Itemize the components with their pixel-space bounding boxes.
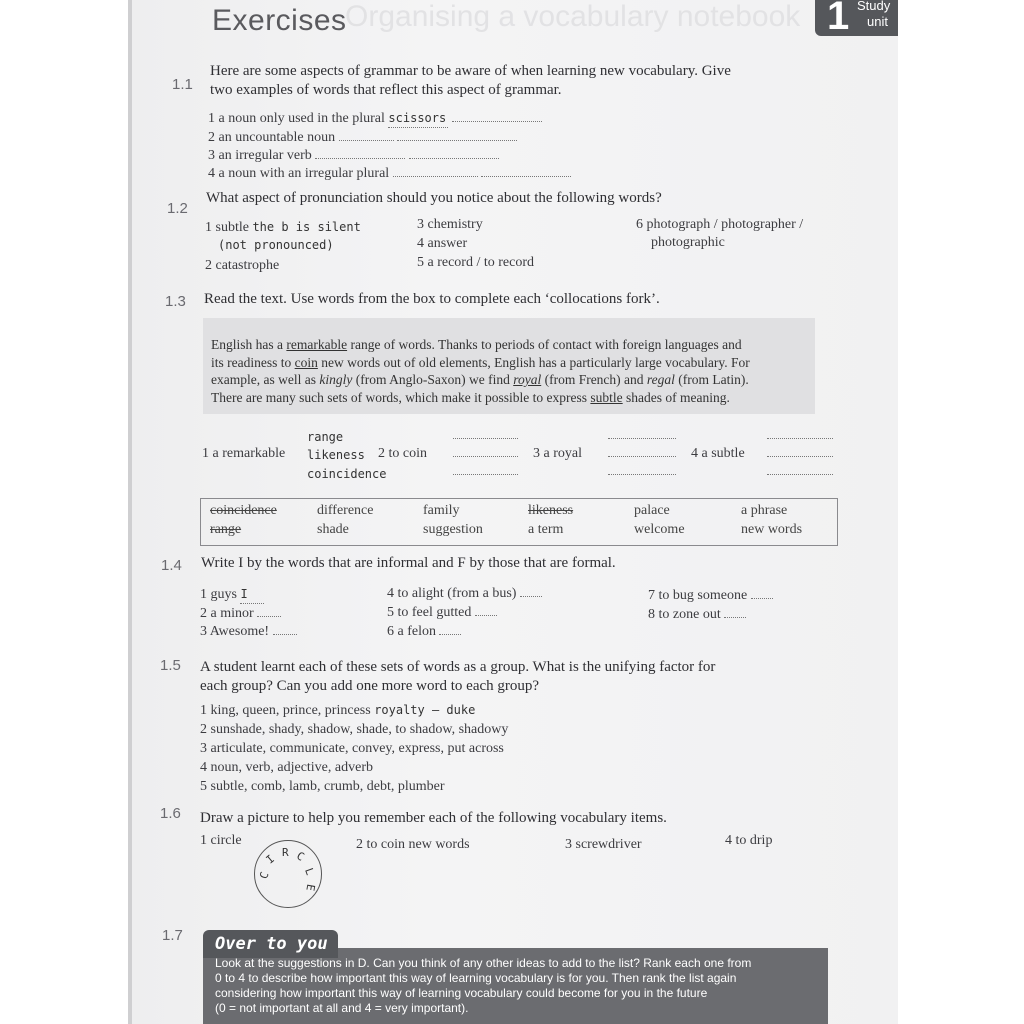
sketch-letter: L: [302, 866, 317, 877]
handwritten-answer: coincidence: [307, 467, 387, 481]
page-margin-white: [898, 0, 1024, 1024]
exercise-1-3-prompt: Read the text. Use words from the box to complete each ‘collocations fork’.: [204, 291, 660, 307]
fork-blank[interactable]: [767, 464, 833, 480]
sketch-letter: C: [294, 849, 307, 864]
exercise-1-4-item-3: 3 Awesome!: [200, 624, 297, 640]
unit-tab: [815, 0, 898, 36]
answer-blank[interactable]: [520, 596, 542, 597]
reading-text-box: [203, 318, 815, 414]
handwritten-answer: scissors: [388, 111, 447, 125]
handwritten-answer: the b is silent: [252, 220, 361, 234]
exercise-number-1-6: 1.6: [160, 805, 181, 822]
unit-label-unit: unit: [867, 14, 888, 29]
exercise-1-4-item-8: 8 to zone out: [648, 607, 746, 623]
answer-blank[interactable]: I: [240, 587, 264, 604]
exercise-1-5-prompt-line1: A student learnt each of these sets of words as a group. What is the unifying factor for: [200, 659, 716, 675]
word-box-item: suggestion: [423, 522, 483, 537]
word-box-item: difference: [317, 503, 374, 518]
exercise-1-5-prompt-line2: each group? Can you add one more word to each group?: [200, 678, 540, 694]
word-box-item: likeness: [528, 503, 574, 518]
answer-blank[interactable]: [397, 140, 517, 141]
answer-blank[interactable]: [315, 158, 405, 159]
answer-blank[interactable]: [751, 598, 773, 599]
exercise-1-4-item-4: 4 to alight (from a bus): [387, 586, 542, 602]
word-box-item: a term: [528, 522, 564, 537]
answer-blank[interactable]: [452, 121, 542, 122]
exercise-number-1-5: 1.5: [160, 657, 181, 674]
unit-number: 1: [827, 0, 850, 38]
exercise-1-5-item-3: 3 articulate, communicate, convey, express, put across: [200, 741, 504, 756]
exercise-1-5-item-1: 1 king, queen, prince, princess royalty – duke: [200, 703, 476, 718]
collocation-fork-2: 2 to coin: [378, 446, 427, 461]
exercise-number-1-4: 1.4: [161, 557, 182, 574]
word-box-item: welcome: [634, 522, 685, 537]
answer-blank[interactable]: [257, 616, 281, 617]
exercise-1-1-prompt-line2: two examples of words that reflect this aspect of grammar.: [210, 82, 562, 98]
exercise-1-2-prompt: What aspect of pronunciation should you notice about the following words?: [206, 190, 662, 206]
word-box-item: shade: [317, 522, 349, 537]
handwritten-answer: royalty – duke: [374, 703, 476, 717]
drawn-circle-sketch: [254, 840, 322, 908]
answer-blank[interactable]: [273, 634, 297, 635]
exercise-1-1-item-2: 2 an uncountable noun: [208, 130, 517, 146]
collocation-fork-1: 1 a remarkable: [202, 446, 286, 461]
exercise-1-2-item-6-cont: photographic: [651, 235, 725, 250]
fork-blank[interactable]: [767, 428, 833, 444]
exercise-1-1-item-3: 3 an irregular verb: [208, 148, 499, 164]
unit-label-study: Study: [857, 0, 891, 13]
exercise-1-5-item-4: 4 noun, verb, adjective, adverb: [200, 760, 373, 775]
exercise-1-1-item-4: 4 a noun with an irregular plural: [208, 166, 571, 182]
handwritten-answer: likeness: [307, 448, 365, 462]
exercise-1-4-item-6: 6 a felon: [387, 624, 461, 640]
over-to-you-text: Look at the suggestions in D. Can you think of any other ideas to add to the list? Rank each one from 0 to 4 to describe how important this way of learning vocabulary is for you. Then rank the list again considering how important this way of learning vocabulary could become for you in the future (0 = not important at all and 4 = very important).: [215, 956, 752, 1015]
fork-blank[interactable]: [453, 428, 518, 444]
answer-blank[interactable]: [475, 615, 497, 616]
sketch-letter: R: [282, 846, 289, 859]
sketch-letter: E: [303, 883, 318, 892]
word-box-item: range: [210, 522, 242, 537]
exercise-number-1-7: 1.7: [162, 927, 183, 944]
fork-blank[interactable]: [608, 428, 676, 444]
fork-blank[interactable]: [608, 464, 676, 480]
exercise-1-2-item-2: 2 catastrophe: [205, 258, 280, 273]
exercise-1-6-item-2: 2 to coin new words: [356, 837, 470, 852]
word-box-item: palace: [634, 503, 670, 518]
exercise-number-1-1: 1.1: [172, 76, 193, 93]
exercise-number-1-3: 1.3: [165, 293, 186, 310]
fork-blank[interactable]: [608, 446, 676, 462]
exercise-1-2-item-6: 6 photograph / photographer /: [636, 217, 804, 232]
page-edge-shadow: [128, 0, 132, 1024]
exercise-1-2-item-4: 4 answer: [417, 236, 468, 251]
sketch-letter: C: [257, 870, 272, 881]
word-box-item: new words: [741, 522, 803, 537]
handwritten-answer: range: [307, 430, 344, 444]
reading-text: English has a remarkable range of words. Thanks to periods of contact with foreign languages and its readiness to coin new words out of old elements, English has a particularly large vocabulary. For example, as well as kingly (from Anglo-Saxon) we find royal (from French) and regal (from Latin). There are many such sets of words, which make it possible to express subtle shades of meaning.: [211, 337, 750, 405]
exercise-1-4-item-1: 1 guys I: [200, 587, 264, 604]
answer-blank[interactable]: [724, 617, 746, 618]
exercise-1-2-item-3: 3 chemistry: [417, 217, 483, 232]
exercise-1-5-item-5: 5 subtle, comb, lamb, crumb, debt, plumber: [200, 779, 445, 794]
answer-blank[interactable]: [393, 176, 478, 177]
handwritten-answer: (not pronounced): [218, 238, 334, 252]
exercise-1-2-item-5: 5 a record / to record: [417, 255, 534, 270]
exercise-1-6-prompt: Draw a picture to help you remember each of the following vocabulary items.: [200, 810, 667, 826]
answer-blank[interactable]: [439, 634, 461, 635]
sketch-letter: I: [263, 852, 278, 867]
word-box-item: a phrase: [741, 503, 788, 518]
answer-blank[interactable]: [481, 176, 571, 177]
word-box-item: family: [423, 503, 460, 518]
exercise-1-6-item-1: 1 circle: [200, 833, 242, 848]
exercise-1-2-item-1: 1 subtle the b is silent: [205, 220, 361, 235]
page-title: Exercises: [212, 4, 347, 37]
fork-blank[interactable]: [767, 446, 833, 462]
word-box: [200, 498, 838, 546]
collocation-fork-4: 4 a subtle: [691, 446, 745, 461]
answer-blank[interactable]: [388, 111, 448, 128]
exercise-number-1-2: 1.2: [167, 200, 188, 217]
exercise-1-6-item-4: 4 to drip: [725, 833, 773, 848]
collocation-fork-3: 3 a royal: [533, 446, 582, 461]
answer-blank[interactable]: [339, 140, 394, 141]
exercise-1-5-item-2: 2 sunshade, shady, shadow, shade, to shadow, shadowy: [200, 722, 509, 737]
exercise-1-1-item-1: 1 a noun only used in the plural scissors: [208, 111, 542, 128]
exercise-1-4-item-2: 2 a minor: [200, 606, 281, 622]
exercise-1-4-item-5: 5 to feel gutted: [387, 605, 497, 621]
exercise-1-4-prompt: Write I by the words that are informal and F by those that are formal.: [201, 555, 616, 571]
word-box-item: coincidence: [210, 503, 277, 518]
fork-blank[interactable]: [453, 446, 518, 462]
fork-blank[interactable]: [453, 464, 518, 480]
exercise-1-6-item-3: 3 screwdriver: [565, 837, 642, 852]
answer-blank[interactable]: [409, 158, 499, 159]
exercise-1-1-prompt-line1: Here are some aspects of grammar to be aware of when learning new vocabulary. Give: [210, 63, 731, 79]
exercise-1-4-item-7: 7 to bug someone: [648, 588, 773, 604]
faint-background-heading: Organising a vocabulary notebook: [345, 0, 801, 33]
over-to-you-title: Over to you: [203, 930, 338, 958]
